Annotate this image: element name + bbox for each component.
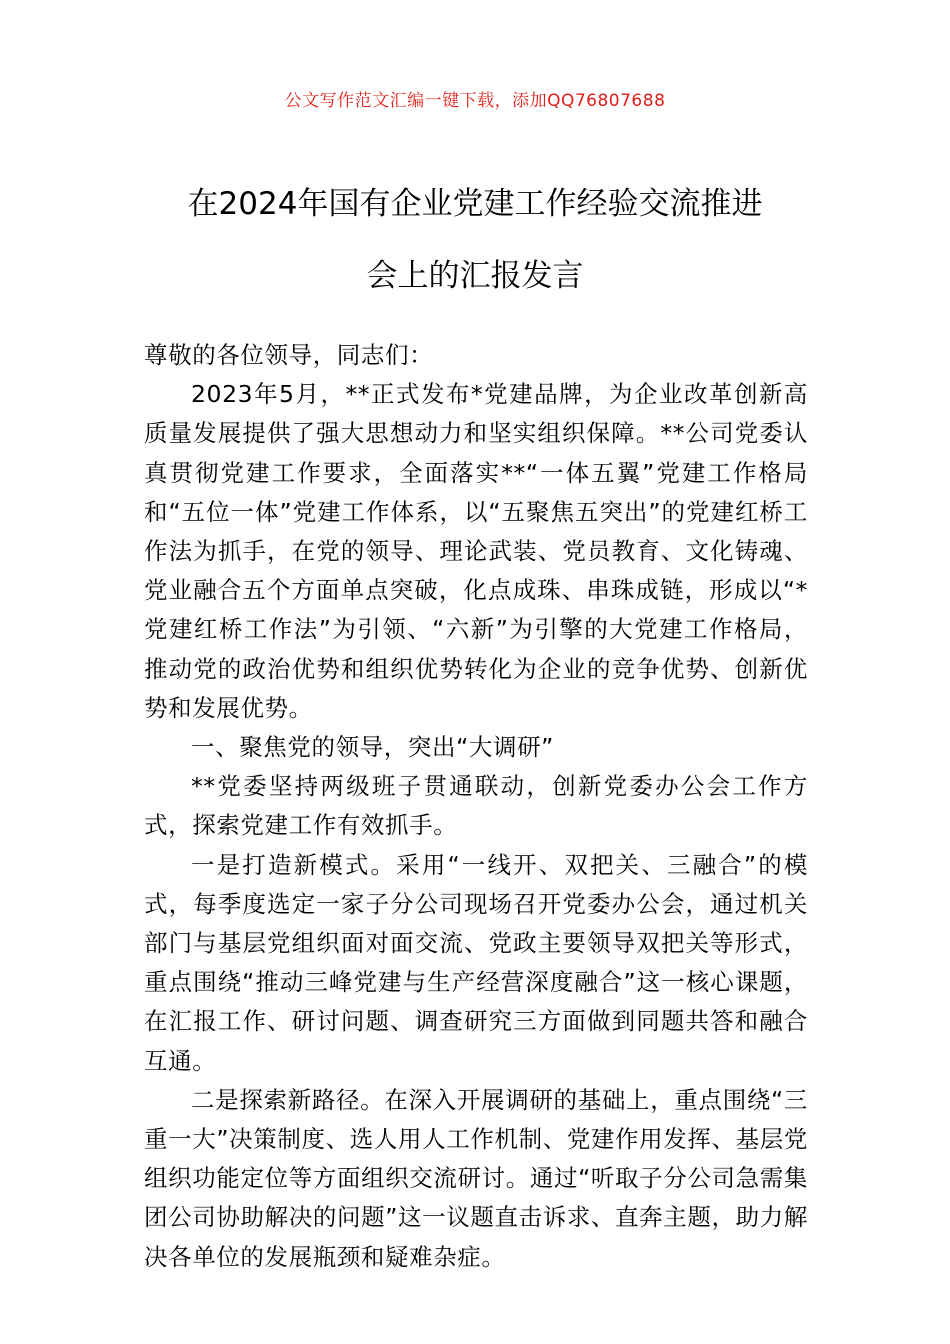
title-line-1: 在2024年国有企业党建工作经验交流推进 [187, 186, 763, 222]
salutation: 尊敬的各位领导，同志们： [144, 341, 434, 369]
document-body [144, 336, 808, 1277]
watermark-banner: 公文写作范文汇编一键下载，添加QQ76807688 [284, 91, 666, 111]
paragraph-intro: 2023年5月，**正式发布*党建品牌，为企业改革创新高质量发展提供了强大思想动力和坚实组织保障。**公司党委认真贯彻党建工作要求，全面落实**“一体五翼”党建工作格局和“五位一体”党建工作体系，以“五聚焦五突出”的党建红桥工作法为抓手，在党的领导、理论武装、党员教育、文化铸魂、党业融合五个方面单点突破，化点成珠、串珠成链，形成以“*党建红桥工作法”为引领、“六新”为引擎的大党建工作格局，推动党的政治优势和组织优势转化为企业的竞争优势、创新优势和发展优势。 [144, 380, 808, 722]
paragraph-new-model: 一是打造新模式。采用“一线开、双把关、三融合”的模式，每季度选定一家子分公司现场召开党委办公会，通过机关部门与基层党组织面对面交流、党政主要领导双把关等形式，重点围绕“推动三峰党建与生产经营深度融合”这一核心课题，在汇报工作、研讨问题、调查研究三方面做到同题共答和融合互通。 [144, 850, 808, 1075]
title-line-2: 会上的汇报发言 [366, 258, 584, 294]
paragraph-new-path: 二是探索新路径。在深入开展调研的基础上，重点围绕“三重一大”决策制度、选人用人工作机制、党建作用发挥、基层党组织功能定位等方面组织交流研讨。通过“听取子分公司急需集团公司协助解决的问题”这一议题直击诉求、直奔主题，助力解决各单位的发展瓶颈和疑难杂症。 [144, 1085, 808, 1271]
document-title [120, 168, 830, 312]
paragraph-section-1-summary: **党委坚持两级班子贯通联动，创新党委办公会工作方式，探索党建工作有效抓手。 [144, 772, 808, 840]
section-heading-1: 一、聚焦党的领导，突出“大调研” [191, 733, 554, 762]
